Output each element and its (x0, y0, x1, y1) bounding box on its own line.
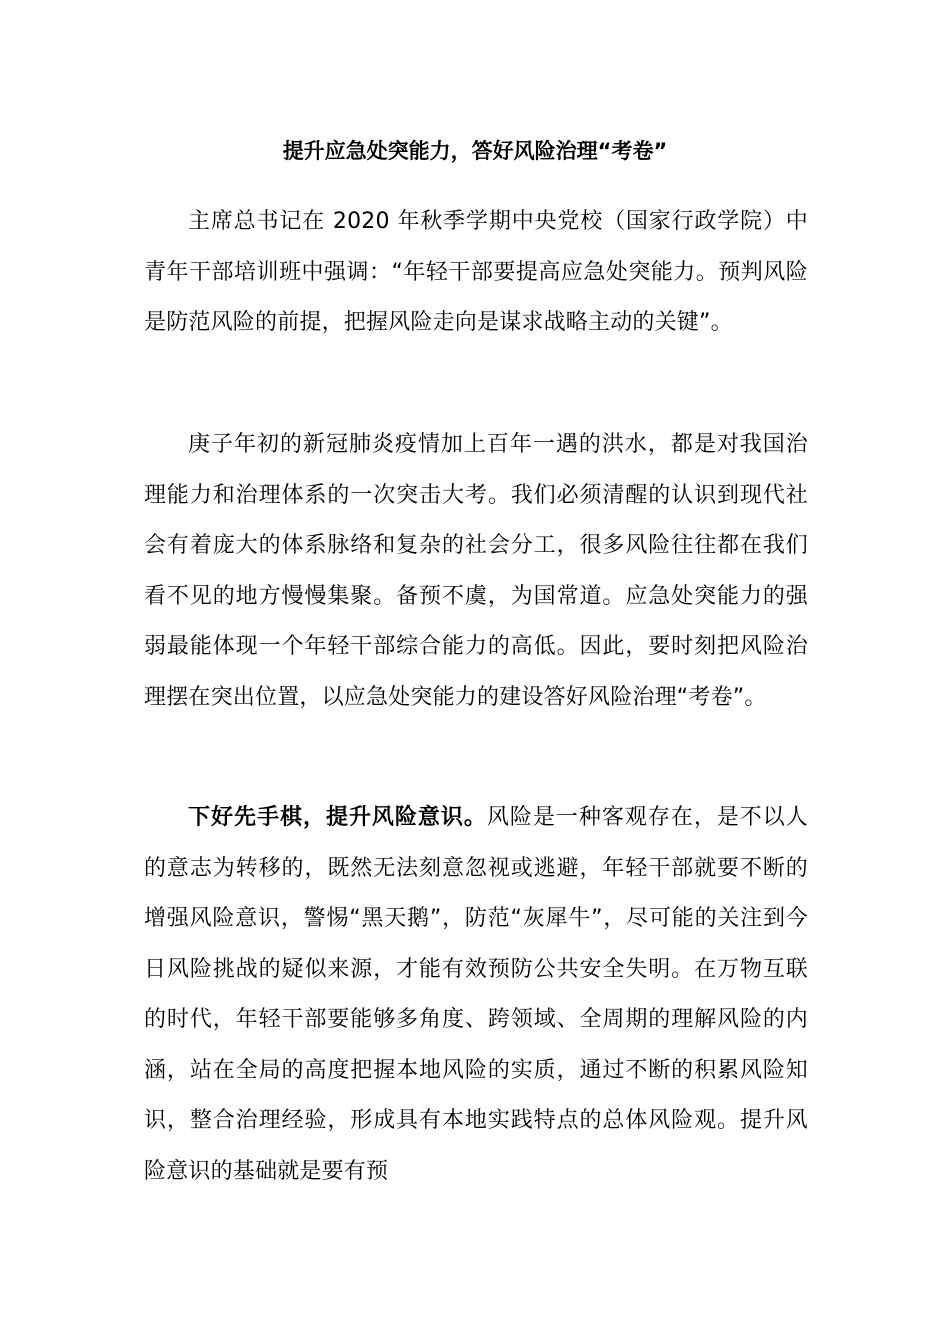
document-title: 提升应急处突能力，答好风险治理“考卷” (282, 139, 668, 163)
paragraph-2-text: 庚子年初的新冠肺炎疫情加上百年一遇的洪水，都是对我国治理能力和治理体系的一次突击大考。我们必须清醒的认识到现代社会有着庞大的体系脉络和复杂的社会分工，很多风险往往都在我们看不见的地方慢慢集聚。备预不虞，为国常道。应急处突能力的强弱最能体现一个年轻干部综合能力的高低。因此，要时刻把风险治理摆在突出位置，以应急处突能力的建设答好风险治理“考卷”。 (144, 432, 808, 710)
paragraph-3 (144, 793, 808, 1197)
paragraph-1-text: 主席总书记在 2020 年秋季学期中央党校（国家行政学院）中青年干部培训班中强调：“年轻干部要提高应急处突能力。预判风险是防范风险的前提，把握风险走向是谋求战略主动的关键”。 (144, 209, 808, 335)
paragraph-3-lead: 下好先手棋，提升风险意识。 (188, 805, 487, 830)
paragraph-2 (144, 420, 808, 723)
paragraph-3-text: 风险是一种客观存在，是不以人的意志为转移的，既然无法刻意忽视或逃避，年轻干部就要不断的增强风险意识，警惕“黑天鹅”，防范“灰犀牛”，尽可能的关注到今日风险挑战的疑似来源，才能有效预防公共安全失明。在万物互联的时代，年轻干部要能够多角度、跨领域、全周期的理解风险的内涵，站在全局的高度把握本地风险的实质，通过不断的积累风险知识，整合治理经验，形成具有本地实践特点的总体风险观。提升风险意识的基础就是要有预 (144, 805, 808, 1184)
paragraph-1 (144, 197, 808, 349)
